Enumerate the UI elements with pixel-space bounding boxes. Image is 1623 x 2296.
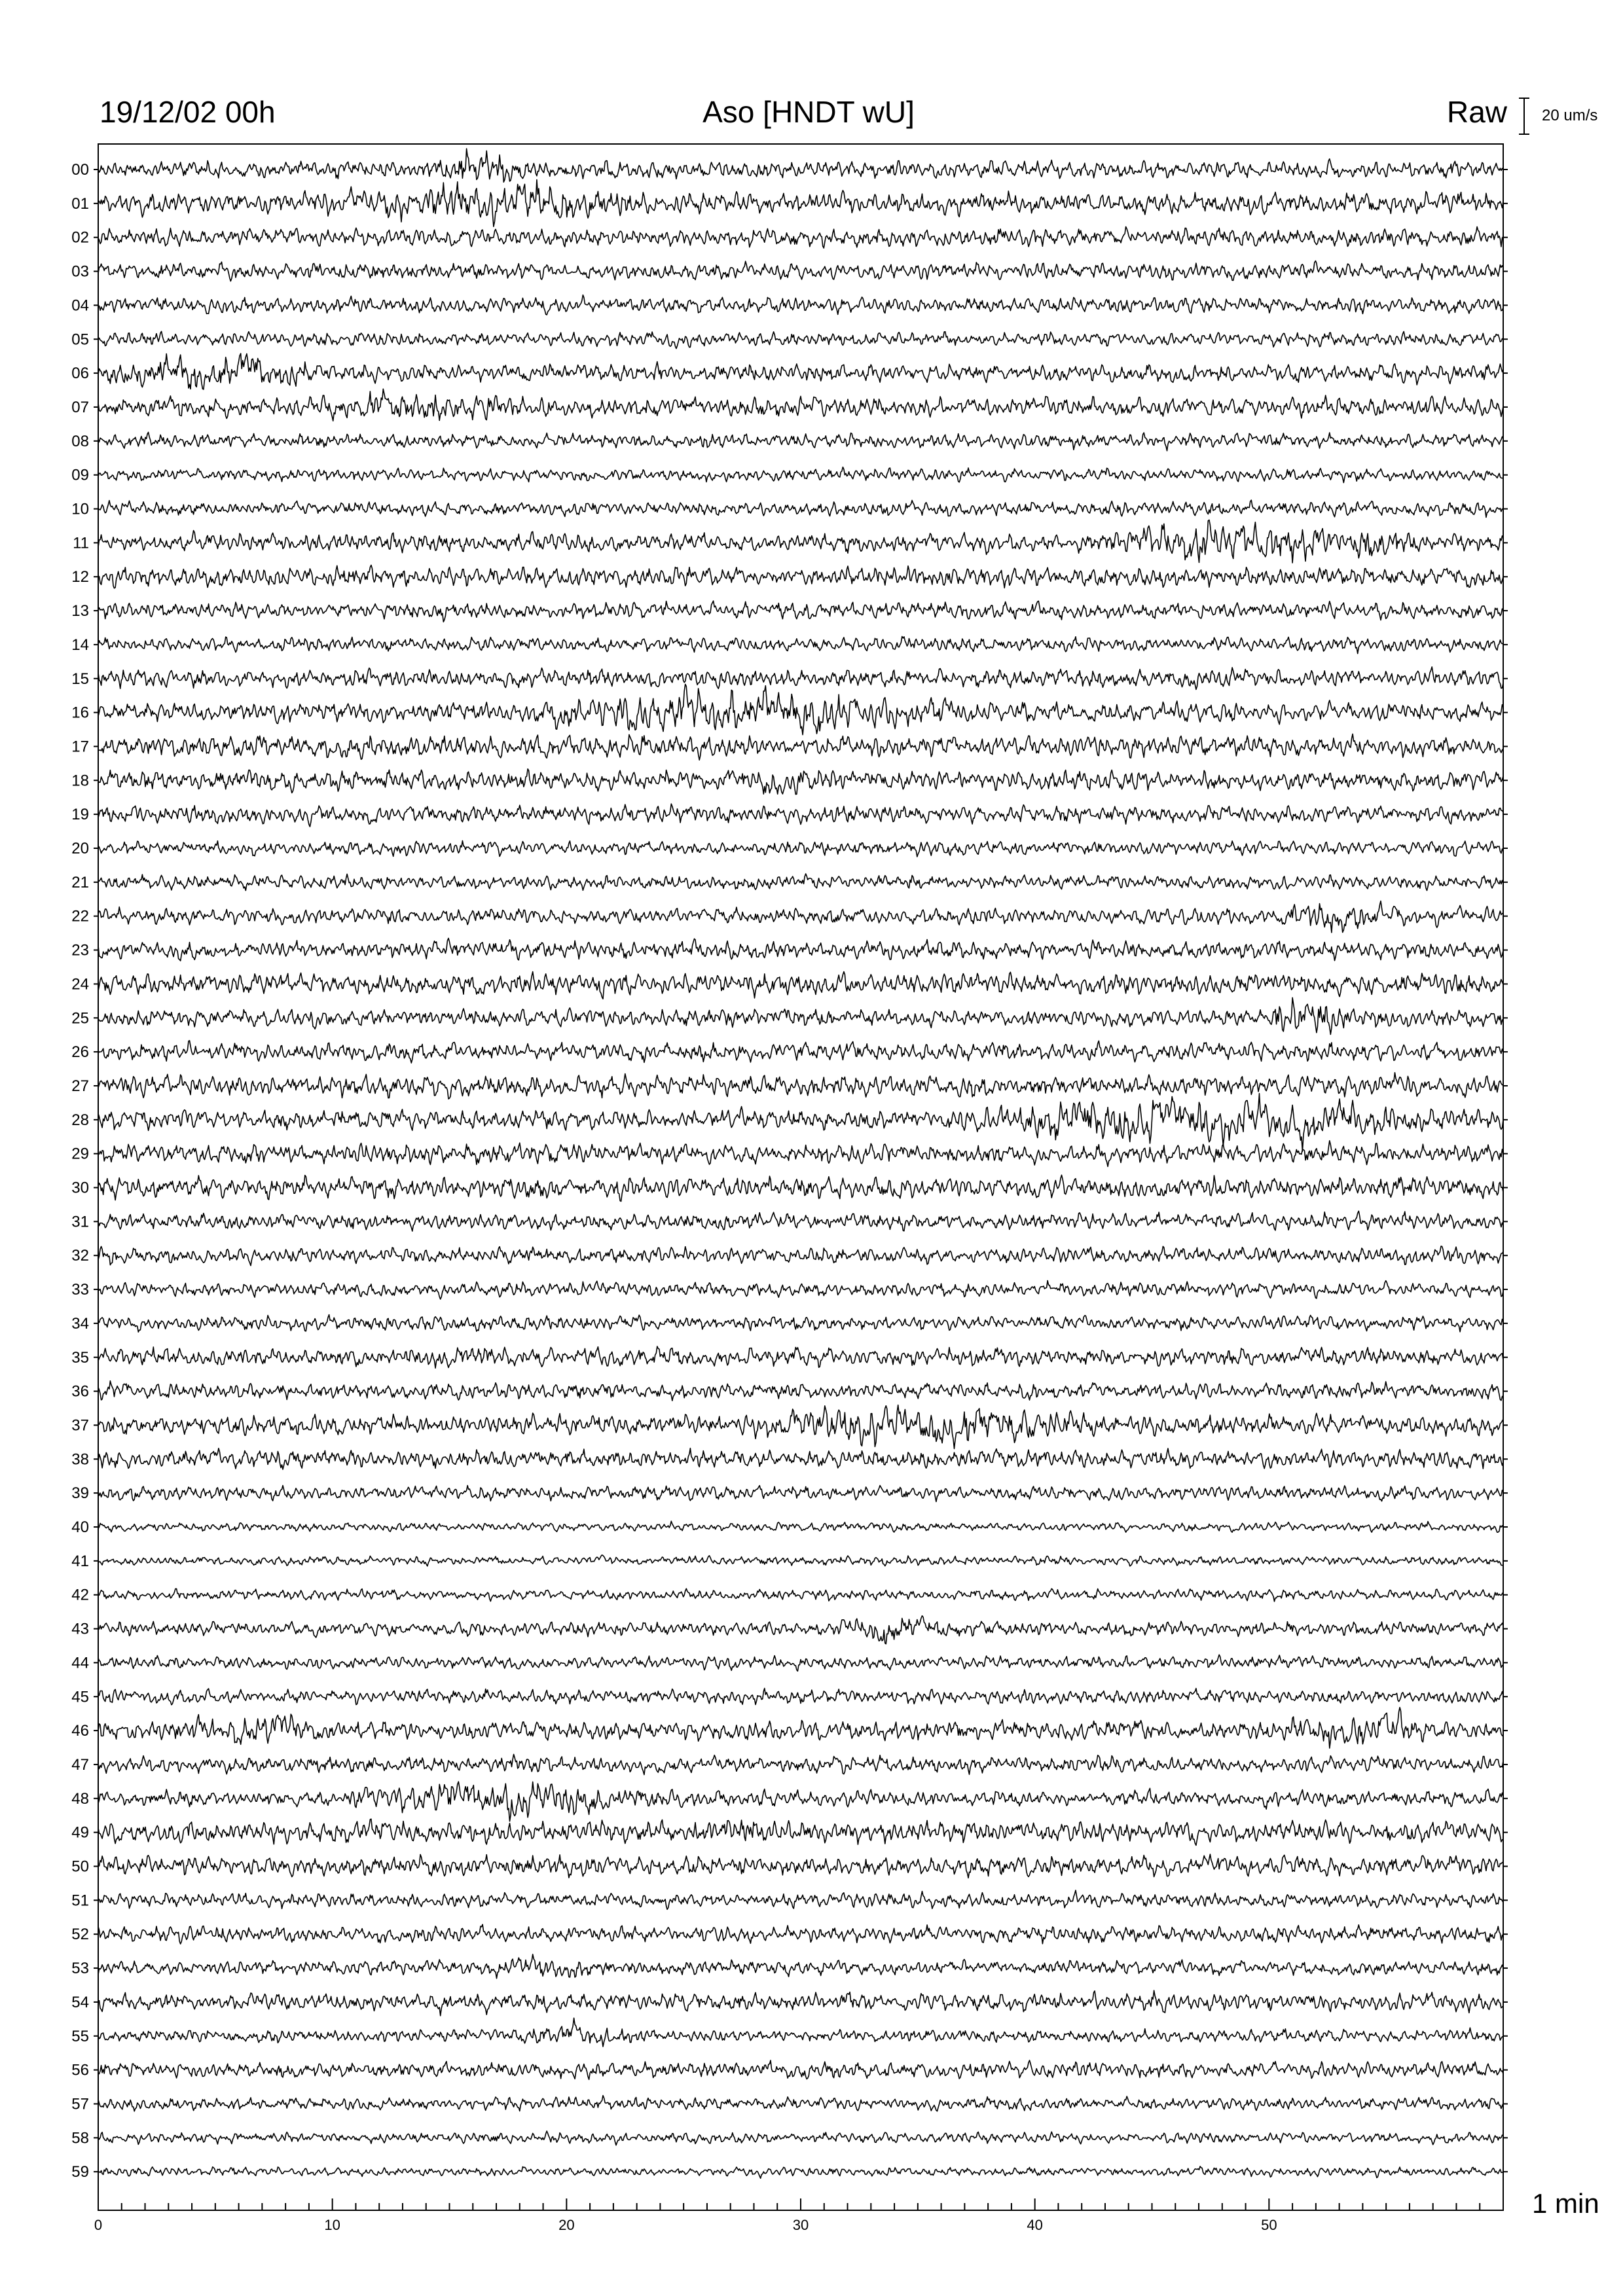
x-tick-label-0: 0 (94, 2217, 103, 2233)
row-label-33: 33 (71, 1281, 89, 1299)
row-label-31: 31 (71, 1213, 89, 1231)
trace-31 (98, 1211, 1503, 1231)
row-label-21: 21 (71, 873, 89, 891)
trace-14 (98, 636, 1503, 653)
row-label-02: 02 (71, 228, 89, 247)
mode-label: Raw (1446, 95, 1507, 129)
row-label-56: 56 (71, 2061, 89, 2079)
trace-38 (98, 1448, 1503, 1469)
station-title: Aso [HNDT wU] (702, 95, 915, 129)
trace-11 (98, 520, 1503, 563)
trace-32 (98, 1246, 1503, 1266)
trace-15 (98, 667, 1503, 690)
trace-58 (98, 2131, 1503, 2145)
trace-22 (98, 901, 1503, 933)
row-label-19: 19 (71, 806, 89, 824)
trace-05 (98, 331, 1503, 348)
trace-57 (98, 2096, 1503, 2111)
trace-00 (98, 149, 1503, 182)
row-label-47: 47 (71, 1755, 89, 1774)
row-label-17: 17 (71, 738, 89, 756)
row-label-04: 04 (71, 296, 89, 315)
row-label-51: 51 (71, 1892, 89, 1910)
trace-51 (98, 1890, 1503, 1909)
row-label-55: 55 (71, 2027, 89, 2045)
x-tick-label-40: 40 (1027, 2217, 1043, 2233)
row-labels-group (71, 161, 1508, 2181)
trace-13 (98, 601, 1503, 622)
row-label-08: 08 (71, 432, 89, 450)
trace-39 (98, 1486, 1503, 1502)
time-unit-label: 1 min (1532, 2188, 1599, 2219)
trace-48 (98, 1782, 1503, 1821)
trace-30 (98, 1175, 1503, 1201)
trace-33 (98, 1281, 1503, 1299)
trace-20 (98, 841, 1503, 857)
trace-08 (98, 432, 1503, 450)
row-label-43: 43 (71, 1620, 89, 1638)
trace-34 (98, 1315, 1503, 1333)
row-label-23: 23 (71, 941, 89, 960)
trace-43 (98, 1616, 1503, 1644)
row-label-50: 50 (71, 1857, 89, 1876)
row-label-27: 27 (71, 1077, 89, 1095)
row-label-48: 48 (71, 1789, 89, 1808)
row-label-11: 11 (73, 534, 89, 552)
trace-17 (98, 734, 1503, 760)
traces-group (98, 149, 1503, 2178)
trace-36 (98, 1381, 1503, 1401)
trace-52 (98, 1924, 1503, 1944)
row-label-20: 20 (71, 840, 89, 857)
row-label-13: 13 (71, 602, 89, 620)
trace-56 (98, 2060, 1503, 2079)
trace-07 (98, 389, 1503, 421)
row-label-37: 37 (71, 1416, 89, 1435)
date-hour-label: 19/12/02 00h (100, 95, 276, 129)
x-tick-label-50: 50 (1261, 2217, 1277, 2233)
row-label-06: 06 (71, 365, 89, 383)
row-label-49: 49 (71, 1823, 89, 1842)
row-label-35: 35 (71, 1348, 89, 1367)
x-tick-label-20: 20 (558, 2217, 575, 2233)
row-label-12: 12 (71, 568, 89, 586)
row-label-53: 53 (71, 1960, 89, 1978)
row-label-03: 03 (71, 262, 89, 281)
row-label-29: 29 (71, 1145, 89, 1163)
trace-23 (98, 939, 1503, 961)
row-label-38: 38 (71, 1450, 89, 1469)
row-label-34: 34 (71, 1314, 89, 1333)
row-label-25: 25 (71, 1009, 89, 1028)
trace-37 (98, 1405, 1503, 1449)
row-label-45: 45 (71, 1688, 89, 1706)
trace-55 (98, 2018, 1503, 2047)
amplitude-scale-bar (1519, 98, 1529, 134)
trace-04 (98, 295, 1503, 315)
trace-18 (98, 769, 1503, 795)
row-label-52: 52 (71, 1926, 89, 1944)
row-label-24: 24 (71, 975, 89, 994)
x-axis (94, 2198, 1503, 2233)
trace-26 (98, 1041, 1503, 1063)
trace-27 (98, 1073, 1503, 1099)
row-label-42: 42 (71, 1586, 89, 1604)
trace-35 (98, 1346, 1503, 1368)
row-label-40: 40 (71, 1518, 89, 1536)
row-label-14: 14 (71, 636, 89, 654)
row-label-18: 18 (71, 772, 89, 790)
row-label-16: 16 (71, 704, 89, 722)
row-label-22: 22 (71, 907, 89, 925)
trace-28 (98, 1094, 1503, 1152)
row-label-09: 09 (71, 466, 89, 484)
trace-24 (98, 972, 1503, 999)
trace-59 (98, 2166, 1503, 2178)
row-label-10: 10 (71, 500, 89, 518)
trace-21 (98, 874, 1503, 891)
amplitude-scale-label: 20 um/s (1542, 107, 1598, 124)
row-label-01: 01 (71, 194, 89, 213)
row-label-54: 54 (71, 1993, 89, 2011)
trace-10 (98, 500, 1503, 517)
row-label-57: 57 (71, 2095, 89, 2113)
row-label-36: 36 (71, 1382, 89, 1401)
row-label-41: 41 (71, 1552, 89, 1570)
trace-19 (98, 804, 1503, 827)
trace-42 (98, 1588, 1503, 1602)
row-label-46: 46 (71, 1722, 89, 1740)
trace-46 (98, 1708, 1503, 1748)
trace-45 (98, 1689, 1503, 1705)
trace-49 (98, 1819, 1503, 1845)
row-label-28: 28 (71, 1111, 89, 1129)
row-label-30: 30 (71, 1179, 89, 1197)
trace-50 (98, 1854, 1503, 1878)
row-label-58: 58 (71, 2129, 89, 2147)
trace-12 (98, 565, 1503, 588)
row-label-39: 39 (71, 1484, 89, 1503)
row-label-05: 05 (71, 331, 89, 349)
row-label-44: 44 (71, 1654, 89, 1672)
x-tick-label-10: 10 (324, 2217, 340, 2233)
trace-47 (98, 1754, 1503, 1774)
row-label-00: 00 (71, 161, 89, 179)
row-label-32: 32 (71, 1247, 89, 1265)
trace-44 (98, 1655, 1503, 1671)
trace-16 (98, 684, 1503, 734)
trace-29 (98, 1141, 1503, 1167)
trace-06 (98, 353, 1503, 389)
row-label-07: 07 (71, 398, 89, 416)
trace-40 (98, 1521, 1503, 1532)
trace-53 (98, 1954, 1503, 1979)
x-tick-label-30: 30 (792, 2217, 809, 2233)
trace-25 (98, 997, 1503, 1034)
row-label-15: 15 (71, 670, 89, 688)
row-label-59: 59 (71, 2163, 89, 2181)
row-label-26: 26 (71, 1043, 89, 1062)
trace-02 (98, 226, 1503, 248)
trace-09 (98, 467, 1503, 483)
trace-01 (98, 180, 1503, 227)
trace-41 (98, 1555, 1503, 1566)
trace-03 (98, 261, 1503, 281)
trace-54 (98, 1990, 1503, 2016)
